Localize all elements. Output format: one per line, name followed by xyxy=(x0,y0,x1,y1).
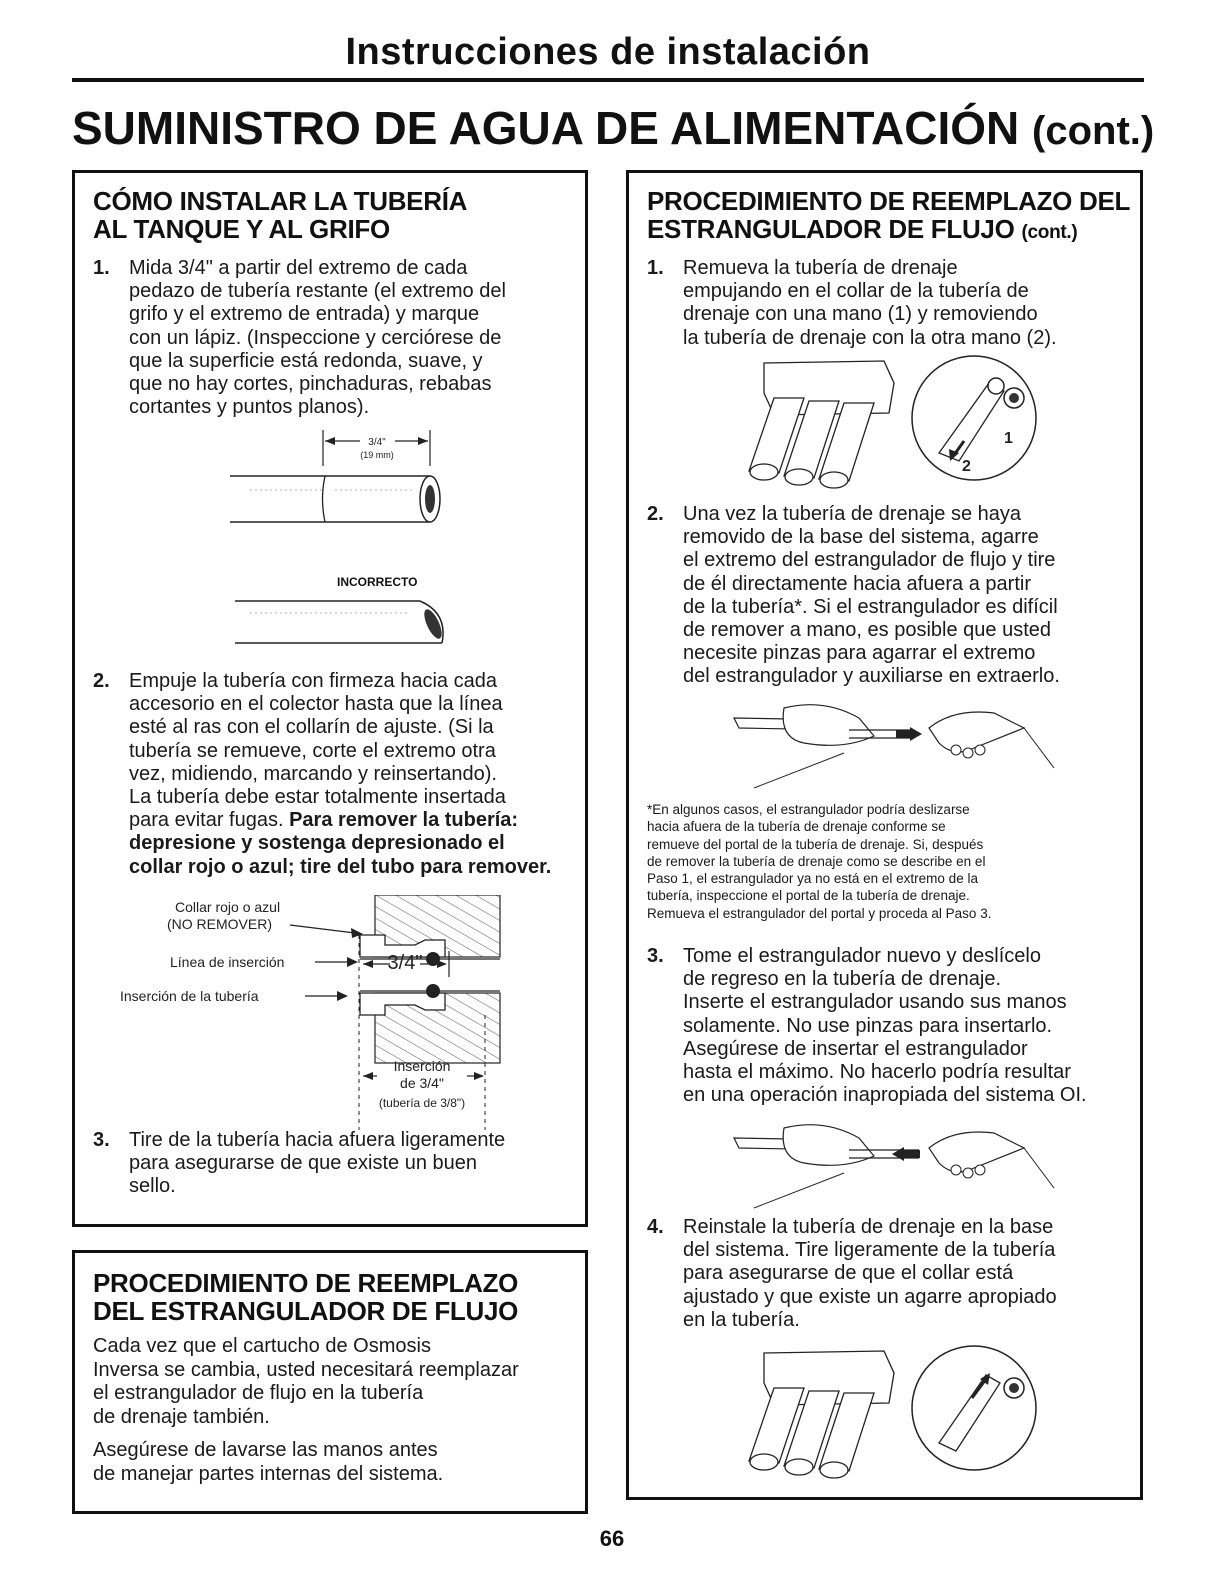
title-line: CÓMO INSTALAR LA TUBERÍA xyxy=(93,186,468,216)
text-line: que la superficie está redonda, suave, y xyxy=(129,349,483,372)
text-line: tubería, inspeccione el portal de la tubería de drenaje. xyxy=(647,888,970,904)
title-cont: (cont.) xyxy=(1021,222,1078,243)
callout-1: 1 xyxy=(1004,430,1013,447)
text-line: la tubería de drenaje con la otra mano (2). xyxy=(683,326,1057,349)
text-line: en una operación inapropiada del sistema OI. xyxy=(683,1084,1087,1107)
text-line: sello. xyxy=(129,1175,176,1198)
insertion-depth-label-1: Inserción xyxy=(393,1058,451,1074)
step-text xyxy=(683,945,1087,1107)
text-line: de remover a mano, es posible que usted xyxy=(683,619,1051,642)
text-line: para asegurarse de que existe un buen xyxy=(129,1152,478,1175)
install-tubing-title xyxy=(93,187,467,243)
step-text xyxy=(129,670,551,879)
text-line: remueve del portal de la tubería de drenaje. Si, después xyxy=(647,836,984,852)
text-line: vez, midiendo, marcando y reinsertando). xyxy=(129,762,497,785)
fraction-label: 3/4" xyxy=(387,952,423,974)
incorrect-label: INCORRECTO xyxy=(337,575,418,589)
text-line: Remueva la tubería de drenaje xyxy=(683,257,958,279)
insertion-depth-label-2: de 3/4" xyxy=(400,1075,444,1091)
step-number: 2. xyxy=(647,503,664,525)
text-line: drenaje con una mano (1) y removiendo xyxy=(683,303,1038,326)
section-title xyxy=(72,100,1155,159)
text-line-bold: collar rojo o azul; tire del tubo para remover. xyxy=(129,855,552,878)
text-plain: para evitar fugas. xyxy=(129,809,290,832)
flow-restrictor-title xyxy=(93,1269,518,1325)
text-line: ajustado y que existe un agarre apropiado xyxy=(683,1285,1057,1308)
text-line: Remueva el estrangulador del portal y proceda al Paso 3. xyxy=(647,905,992,921)
text-line: hasta el máximo. No hacerlo podría resultar xyxy=(683,1061,1071,1084)
text-line: cortantes y puntos planos). xyxy=(129,396,370,419)
measure-label: 3/4" xyxy=(368,437,386,448)
title-line: ESTRANGULADOR DE FLUJO xyxy=(647,214,1015,244)
text-line: del sistema. Tire ligeramente de la tubería xyxy=(683,1239,1056,1262)
step-number: 1. xyxy=(647,257,664,279)
insert-restrictor-illustration xyxy=(724,1118,1064,1213)
page-header xyxy=(72,30,1144,82)
text-line: La tubería debe estar totalmente insertada xyxy=(129,786,506,809)
footnote xyxy=(647,801,991,922)
flow-restrictor-procedure-box xyxy=(626,170,1143,1500)
step-text xyxy=(129,1129,505,1199)
text-line: Tome el estrangulador nuevo y deslícelo xyxy=(683,945,1041,967)
text-line: de remover la tubería de drenaje como se describe en el xyxy=(647,853,986,869)
text-line: Asegúrese de lavarse las manos antes xyxy=(93,1439,438,1461)
text-line-bold: depresione y sostenga depresionado el xyxy=(129,832,505,855)
insertion-depth-label-3: (tubería de 3/8") xyxy=(378,1096,466,1110)
text-bold: Para remover la tubería: xyxy=(289,809,519,832)
text-line: para asegurarse de que el collar está xyxy=(683,1262,1014,1285)
intro-paragraph-1 xyxy=(93,1335,519,1429)
fitting-insertion-diagram xyxy=(115,895,555,1130)
text-line: *En algunos casos, el estrangulador podría deslizarse xyxy=(647,802,970,817)
section-title-text: SUMINISTRO DE AGUA DE ALIMENTACIÓN xyxy=(72,102,1020,154)
collar-label-2: (NO REMOVER) xyxy=(167,916,272,932)
title-line: PROCEDIMIENTO DE REEMPLAZO DEL xyxy=(647,186,1131,216)
title-line: DEL ESTRANGULADOR DE FLUJO xyxy=(93,1296,519,1326)
text-line: esté al ras con el collarín de ajuste. (Si la xyxy=(129,716,494,739)
install-tubing-box xyxy=(72,170,588,1227)
step-text xyxy=(683,503,1060,689)
text-line: de él directamente hacia afuera a partir xyxy=(683,572,1031,595)
text-line: necesite pinzas para agarrar el extremo xyxy=(683,642,1036,665)
step-number: 1. xyxy=(93,257,110,279)
text-line: Inserte el estrangulador usando sus manos xyxy=(683,991,1067,1014)
text-line: de regreso en la tubería de drenaje. xyxy=(683,968,1001,991)
flow-restrictor-intro-box xyxy=(72,1250,588,1514)
text-line: Cada vez que el cartucho de Osmosis xyxy=(93,1335,431,1357)
text-line: Asegúrese de insertar el estrangulador xyxy=(683,1037,1028,1060)
step-text xyxy=(683,257,1057,350)
text-line: accesorio en el colector hasta que la línea xyxy=(129,693,503,716)
measure-mm-label: (19 mm) xyxy=(360,450,394,460)
text-line: de manejar partes internas del sistema. xyxy=(93,1462,444,1485)
text-line: del estrangulador y auxiliarse en extraerlo. xyxy=(683,665,1060,688)
text-line: Tire de la tubería hacia afuera ligeramente xyxy=(129,1129,506,1151)
text-line: Una vez la tubería de drenaje se haya xyxy=(683,503,1021,525)
insertion-line-label: Línea de inserción xyxy=(170,954,285,970)
text-line: Inversa se cambia, usted necesitará reemplazar xyxy=(93,1358,519,1381)
title-line: AL TANQUE Y AL GRIFO xyxy=(93,214,390,244)
text-line: empujando en el collar de la tubería de xyxy=(683,280,1029,303)
text-line: el estrangulador de flujo en la tubería xyxy=(93,1382,424,1405)
step-text xyxy=(683,1216,1057,1332)
intro-paragraph-2 xyxy=(93,1439,443,1486)
tube-incorrect-illustration xyxy=(230,593,460,653)
step-number: 4. xyxy=(647,1216,664,1238)
text-line: hacia afuera de la tubería de drenaje conforme se xyxy=(647,819,946,835)
text-line: Reinstale la tubería de drenaje en la base xyxy=(683,1216,1054,1238)
pull-restrictor-illustration xyxy=(724,698,1064,793)
text-line: Mida 3/4" a partir del extremo de cada xyxy=(129,257,468,279)
text-line: Empuje la tubería con firmeza hacia cada xyxy=(129,670,497,692)
tube-insertion-label: Inserción de la tubería xyxy=(120,988,259,1004)
collar-label-1: Collar rojo o azul xyxy=(175,899,281,915)
text-line: solamente. No use pinzas para insertarlo. xyxy=(683,1014,1053,1037)
text-line: removido de la base del sistema, agarre xyxy=(683,526,1039,549)
text-line: tubería se remueve, corte el extremo otra xyxy=(129,739,496,762)
tube-measure-illustration xyxy=(225,428,465,528)
section-title-cont: (cont.) xyxy=(1032,109,1155,153)
text-line: con un lápiz. (Inspeccione y cerciórese de xyxy=(129,326,502,349)
page-number: 66 xyxy=(599,1526,625,1551)
text-line: que no hay cortes, pinchaduras, rebabas xyxy=(129,373,492,396)
title-line: PROCEDIMIENTO DE REEMPLAZO xyxy=(93,1268,519,1298)
text-line: grifo y el extremo de entrada) y marque xyxy=(129,303,480,326)
text-line: el extremo del estrangulador de flujo y tire xyxy=(683,549,1056,572)
remove-drain-tube-illustration xyxy=(724,353,1064,493)
step-number: 3. xyxy=(93,1129,110,1151)
step-number: 2. xyxy=(93,670,110,692)
procedure-title xyxy=(647,187,1130,247)
text-line xyxy=(129,809,551,832)
text-line: pedazo de tubería restante (el extremo del xyxy=(129,280,506,303)
reinstall-drain-tube-illustration xyxy=(724,1343,1064,1483)
step-number: 3. xyxy=(647,945,664,967)
step-text xyxy=(129,257,506,419)
text-line: de drenaje también. xyxy=(93,1405,270,1428)
text-line: Paso 1, el estrangulador ya no está en el extremo de la xyxy=(647,871,978,887)
callout-2: 2 xyxy=(962,458,971,475)
text-line: en la tubería. xyxy=(683,1308,800,1331)
text-line: de la tubería*. Si el estrangulador es difícil xyxy=(683,595,1058,618)
header-title: Instrucciones de instalación xyxy=(345,31,871,73)
